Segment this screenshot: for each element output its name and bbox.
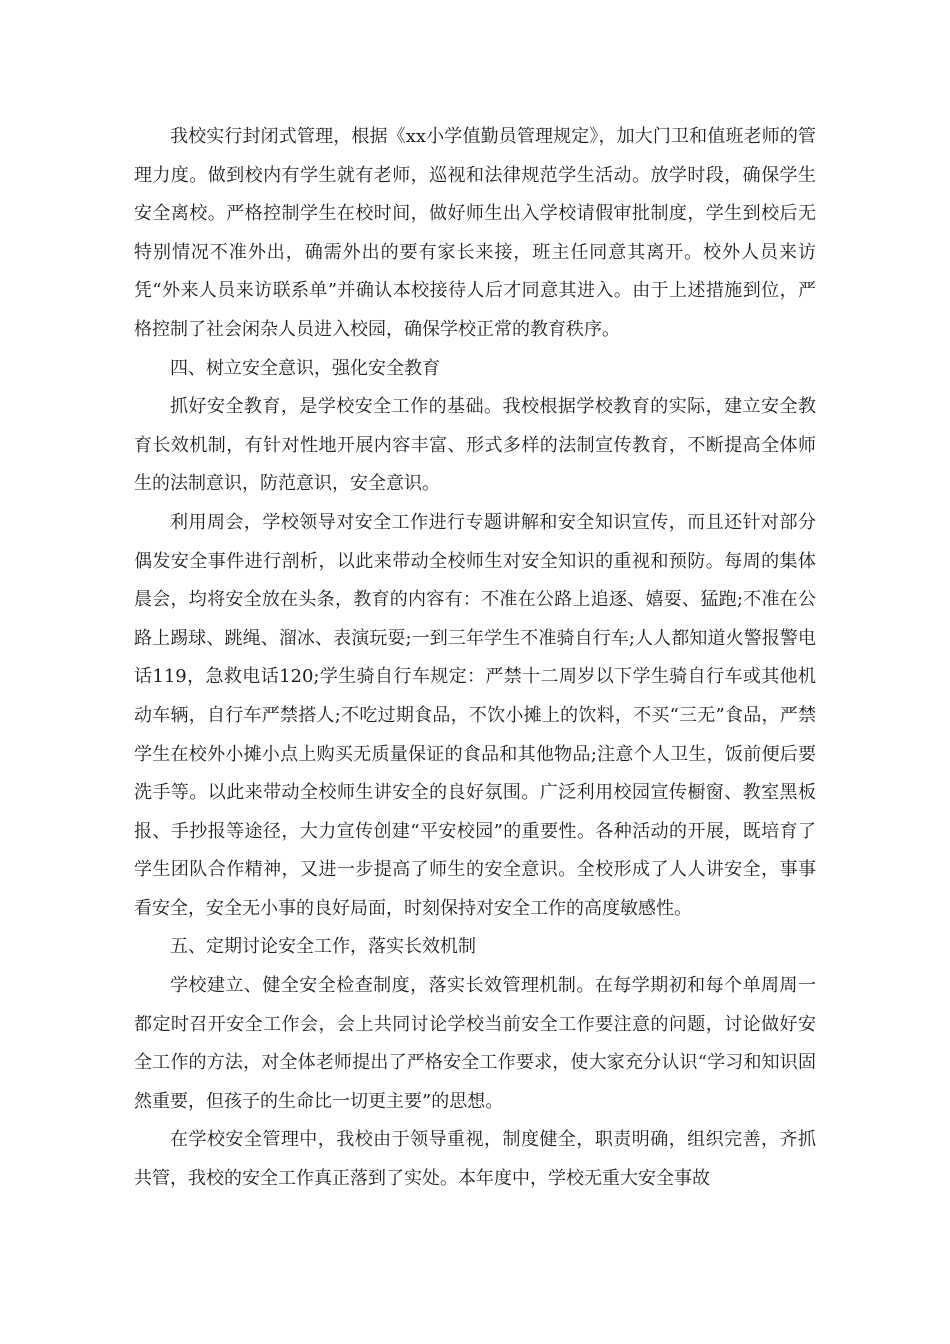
paragraph-inspection-system: 学校建立、健全安全检查制度，落实长效管理机制。在每学期初和每个单周周一都定时召开安全工作会，会上共同讨论学校当前安全工作要注意的问题，讨论做好安全工作的方法，对全体老师提出了严格安全工作要求，使大家充分认识“学习和知识固然重要，但孩子的生命比一切更主要”的思想。: [134, 975, 816, 1112]
document-page: [134, 118, 816, 1199]
section-heading-5: 五、定期讨论安全工作，落实长效机制: [170, 936, 476, 958]
paragraph-weekly-meetings: 利用周会，学校领导对安全工作进行专题讲解和安全知识宣传，而且还针对部分偶发安全事件进行剖析，以此来带动全校师生对安全知识的重视和预防。每周的集体晨会，均将安全放在头条，教育的内容有：不准在公路上追逐、嬉耍、猛跑;不准在公路上踢球、跳绳、溜冰、表演玩耍;一到三年学生不准骑自行车;人人都知道火警报警电话119，急救电话120;学生骑自行车规定：严禁十二周岁以下学生骑自行车或其他机动车辆，自行车严禁搭人;不吃过期食品，不饮小摊上的饮料，不买“三无”食品，严禁学生在校外小摊小点上购买无质量保证的食品和其他物品;注意个人卫生，饭前便后要洗手等。以此来带动全校师生讲安全的良好氛围。广泛利用校园宣传橱窗、教室黑板报、手抄报等途径，大力宣传创建“平安校园”的重要性。各种活动的开展，既培育了学生团队合作精神，又进一步提高了师生的安全意识。全校形成了人人讲安全，事事看安全，安全无小事的良好局面，时刻保持对安全工作的高度敏感性。: [134, 511, 816, 919]
section-heading-4: 四、树立安全意识，强化安全教育: [170, 357, 440, 379]
paragraph-closed-management: 我校实行封闭式管理，根据《xx小学值勤员管理规定》，加大门卫和值班老师的管理力度。做到校内有学生就有老师，巡视和法律规范学生活动。放学时段，确保学生安全离校。严格控制学生在校时间，做好师生出入学校请假审批制度，学生到校后无特别情况不准外出，确需外出的要有家长来接，班主任同意其离开。校外人员来访凭“外来人员来访联系单”并确认本校接待人后才同意其进入。由于上述措施到位，严格控制了社会闲杂人员进入校园，确保学校正常的教育秩序。: [134, 126, 816, 340]
paragraph-safety-education: 抓好安全教育，是学校安全工作的基础。我校根据学校教育的实际，建立安全教育长效机制，有针对性地开展内容丰富、形式多样的法制宣传教育，不断提高全体师生的法制意识，防范意识，安全意识。: [134, 396, 816, 495]
paragraph-management-summary: 在学校安全管理中，我校由于领导重视，制度健全，职责明确，组织完善，齐抓共管，我校的安全工作真正落到了实处。本年度中，学校无重大安全事故: [134, 1129, 816, 1190]
